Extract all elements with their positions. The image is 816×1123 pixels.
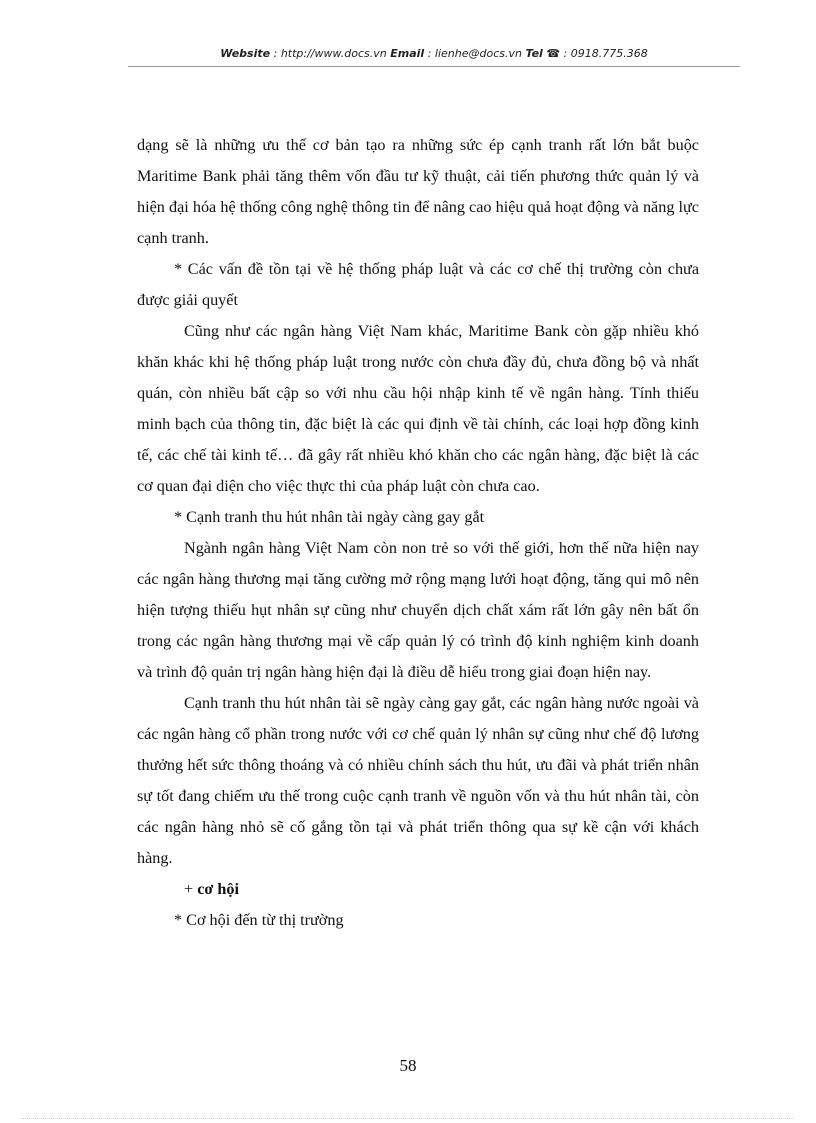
section-heading-legal: * Các vấn đề tồn tại về hệ thống pháp luật và các cơ chế thị trường còn chưa được giải quyết: [137, 260, 699, 309]
email-label: Email: [390, 47, 425, 60]
paragraph-talent-1: Ngành ngân hàng Việt Nam còn non trẻ so với thế giới, hơn thế nữa hiện nay các ngân hàng thương mại tăng cường mở rộng mạng lưới hoạt động, tăng qui mô nên hiện tượng thiếu hụt nhân sự cũng như chuyển dịch chất xám rất lớn gây nên bất ổn trong các ngân hàng thương mại về cấp quản lý có trình độ kinh nghiệm kinh doanh và trình độ quản trị ngân hàng hiện đại là điều dễ hiểu trong giai đoạn hiện nay.: [137, 539, 699, 681]
opportunities-label: cơ hội: [197, 880, 239, 898]
email-link[interactable]: lienhe@docs.vn: [434, 47, 522, 60]
email-separator: :: [424, 47, 435, 60]
header-divider: [128, 66, 740, 67]
page-header: [128, 47, 740, 60]
website-link[interactable]: http://www.docs.vn: [280, 47, 387, 60]
paragraph-talent-2: Cạnh tranh thu hút nhân tài sẽ ngày càng gay gắt, các ngân hàng nước ngoài và các ngân hàng cổ phần trong nước với cơ chế quản lý nhân sự cũng như chế độ lương thưởng hết sức thông thoáng và có nhiều chính sách thu hút, ưu đãi và phát triển nhân sự tốt đang chiếm ưu thế trong cuộc cạnh tranh về nguồn vốn và thu hút nhân tài, còn các ngân hàng nhỏ sẽ cố gắng tồn tại và phát triển thông qua sự kề cận với khách hàng.: [137, 694, 699, 867]
section-heading-opportunities: [137, 874, 699, 905]
section-heading-talent: * Cạnh tranh thu hút nhân tài ngày càng gay gắt: [174, 508, 485, 526]
section-heading-market: * Cơ hội đến từ thị trường: [174, 911, 344, 929]
paragraph-intro: dạng sẽ là những ưu thế cơ bản tạo ra những sức ép cạnh tranh rất lớn bắt buộc Maritime Bank phải tăng thêm vốn đầu tư kỹ thuật, cải tiến phương thức quản lý và hiện đại hóa hệ thống công nghệ thông tin để nâng cao hiệu quả hoạt động và năng lực cạnh tranh.: [137, 136, 699, 247]
opportunities-prefix: +: [184, 880, 198, 898]
page-number: 58: [399, 1056, 417, 1075]
website-separator: :: [270, 47, 281, 60]
website-label: Website: [220, 47, 271, 60]
phone-icon: ☎: [546, 47, 561, 60]
paragraph-legal: Cũng như các ngân hàng Việt Nam khác, Maritime Bank còn gặp nhiều khó khăn khác khi hệ thống pháp luật trong nước còn chưa đầy đủ, chưa đồng bộ và nhất quán, còn nhiều bất cập so với nhu cầu hội nhập kinh tế về ngân hàng. Tính thiếu minh bạch của thông tin, đặc biệt là các qui định về tài chính, các loại hợp đồng kinh tế, các chế tài kinh tế… đã gây rất nhiều khó khăn cho các ngân hàng, đặc biệt là các cơ quan đại diện cho việc thực thi của pháp luật còn chưa cao.: [137, 322, 699, 495]
footer-divider: [22, 1118, 794, 1119]
document-body: [137, 130, 699, 936]
tel-label: Tel: [525, 47, 543, 60]
tel-number: 0918.775.368: [570, 47, 648, 60]
tel-separator: :: [560, 47, 571, 60]
